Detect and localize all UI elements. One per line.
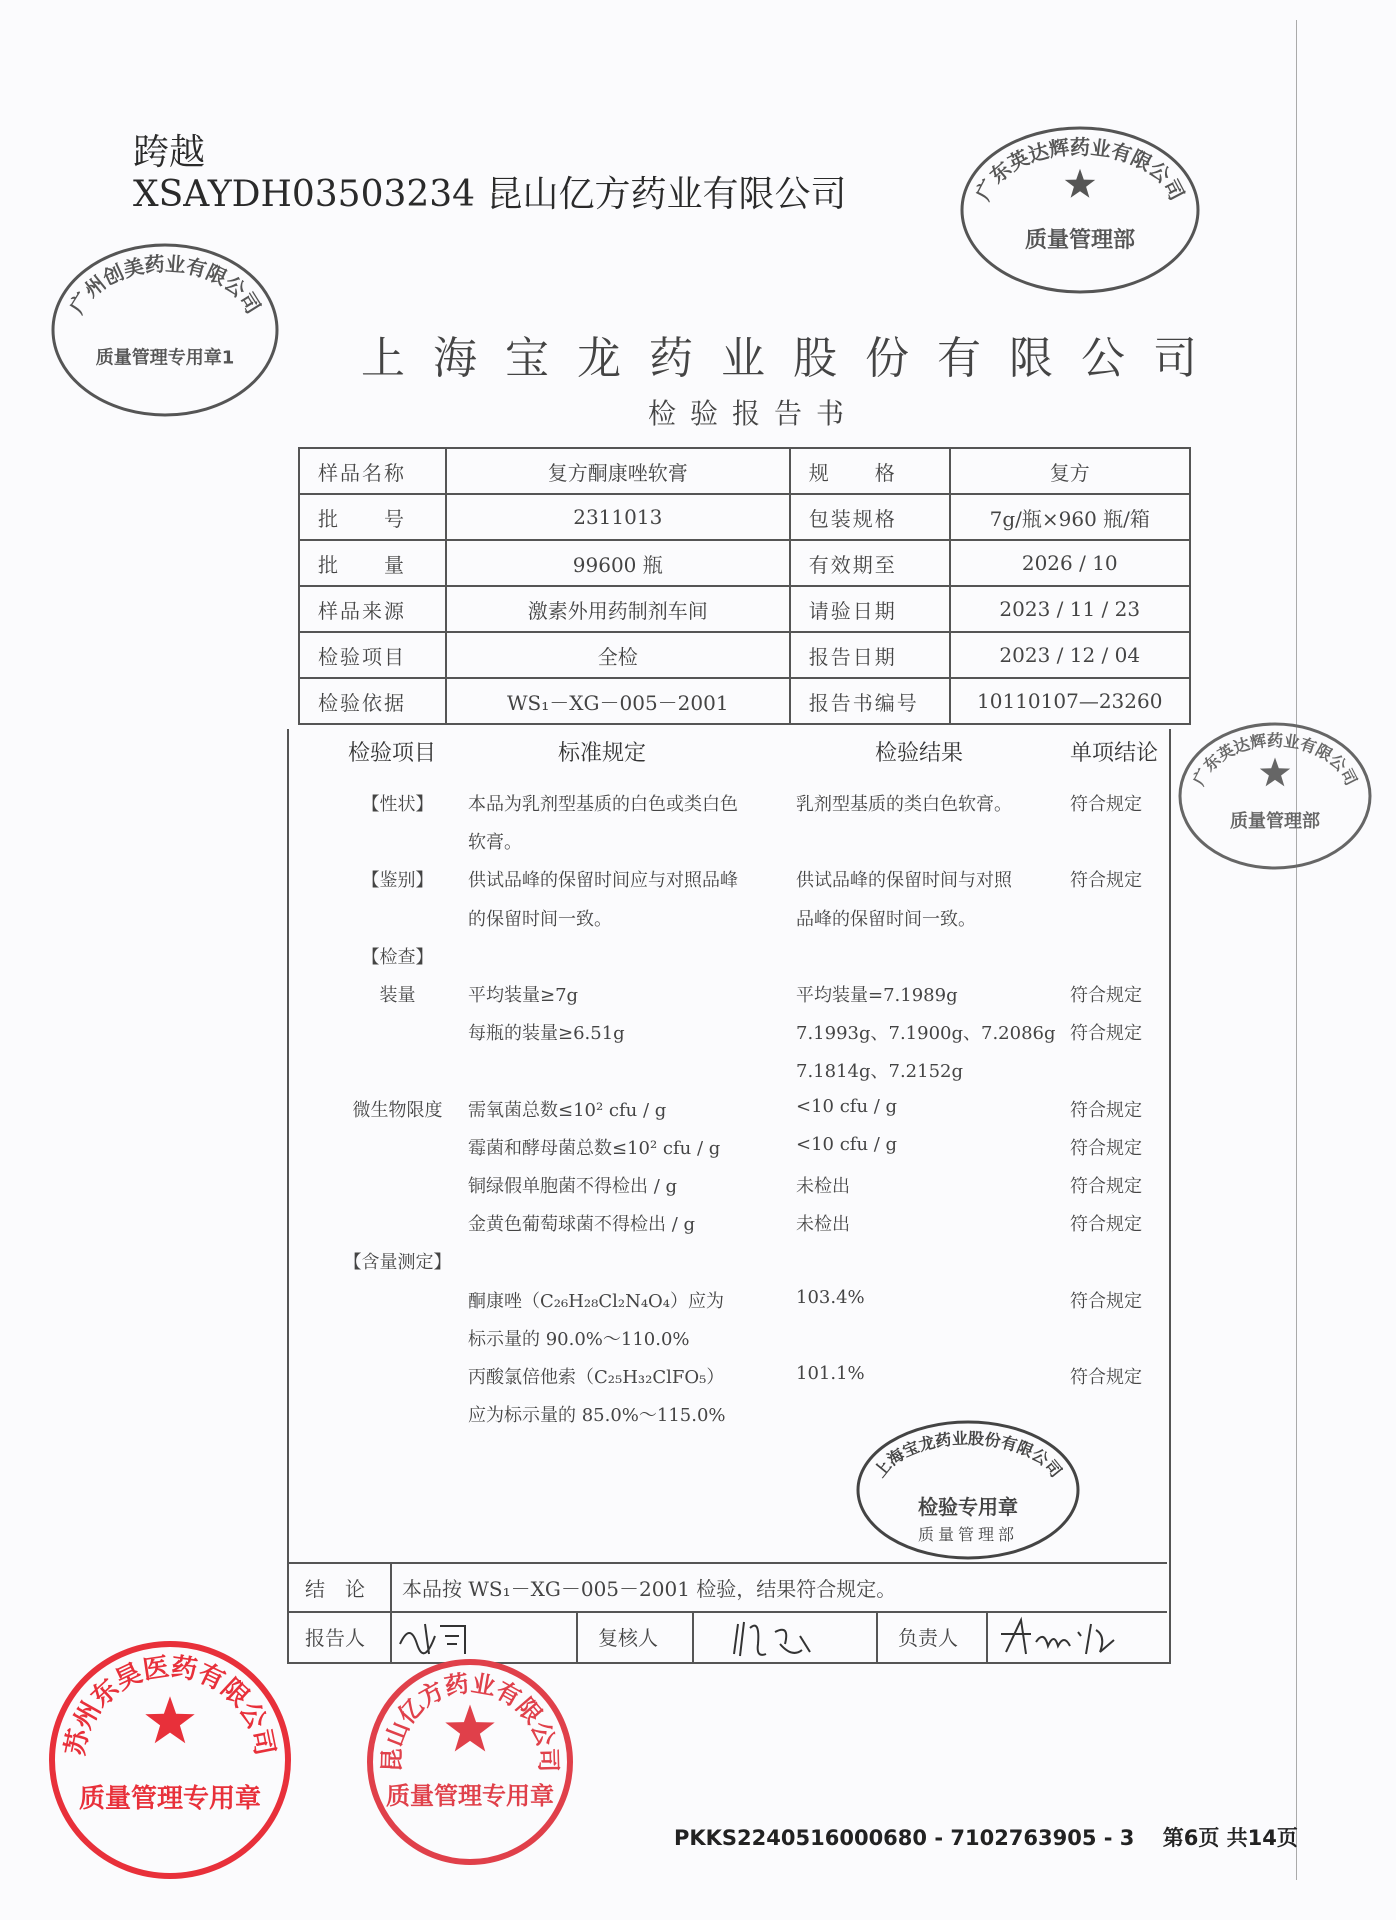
reviewer-label: 复核人 (598, 1626, 658, 1650)
row-result: 103.4% (796, 1286, 865, 1308)
company-name: 上海宝龙药业股份有限公司 (361, 333, 1225, 384)
info-value1: 99600 瓶 (446, 540, 790, 586)
info-value1: 全检 (446, 632, 790, 678)
info-label2: 包装规格 (790, 494, 950, 540)
info-label1: 批 量 (299, 540, 446, 586)
row-item: 【含量测定】 (343, 1252, 452, 1274)
svg-text:广东英达辉药业有限公司: 广东英达辉药业有限公司 (1189, 731, 1361, 789)
info-value2: 7g/瓶×960 瓶/箱 (950, 494, 1191, 540)
info-value2: 2023 / 11 / 23 (950, 586, 1191, 632)
row-item: 装量 (379, 985, 416, 1006)
divider (692, 1611, 694, 1662)
reviewer-signature (730, 1614, 830, 1664)
svg-text:质量管理专用章: 质量管理专用章 (386, 1782, 554, 1810)
suzhou-donghao-stamp (42, 1634, 298, 1886)
inspection-row (0, 1057, 1396, 1095)
svg-text:广州创美药业有限公司: 广州创美药业有限公司 (64, 251, 266, 318)
row-item: 【检查】 (361, 946, 434, 968)
shanghai-baolong-stamp (848, 1412, 1088, 1568)
manager-label: 负责人 (898, 1626, 958, 1650)
svg-text:质量管理部: 质量管理部 (1024, 227, 1136, 253)
row-standard: 酮康唑（C₂₆H₂₈Cl₂N₄O₄）应为 (468, 1290, 725, 1312)
row-standard: 平均装量≥7g (468, 985, 579, 1006)
header-line-2: XSAYDH03503234 昆山亿方药业有限公司 (133, 174, 847, 215)
row-standard: 铜绿假单胞菌不得检出 / g (468, 1176, 678, 1197)
conclusion-label: 结 论 (305, 1577, 365, 1601)
info-label2: 规 格 (790, 448, 950, 494)
row-standard: 供试品峰的保留时间应与对照品峰 (468, 870, 738, 892)
kunshan-yifang-stamp (360, 1652, 580, 1872)
header-conclusion: 单项结论 (1070, 741, 1159, 766)
header-result: 检验结果 (875, 741, 964, 766)
inspection-row (0, 1287, 1396, 1325)
info-label1: 检验项目 (299, 632, 446, 678)
info-row (299, 632, 1190, 678)
row-conclusion: 符合规定 (1070, 985, 1142, 1006)
info-value1: 复方酮康唑软膏 (446, 448, 790, 494)
inspection-row (0, 1210, 1396, 1248)
inspection-row (0, 1325, 1396, 1363)
info-value2: 10110107—23260 (950, 678, 1191, 724)
info-label2: 有效期至 (790, 540, 950, 586)
info-value2: 2026 / 10 (950, 540, 1191, 586)
row-standard: 每瓶的装量≥6.51g (468, 1023, 625, 1045)
row-result: <10 cfu / g (796, 1133, 898, 1155)
svg-text:上海宝龙药业股份有限公司: 上海宝龙药业股份有限公司 (870, 1428, 1066, 1481)
row-item: 微生物限度 (352, 1099, 443, 1121)
info-value1: WS₁－XG－005－2001 (446, 678, 790, 724)
row-result: 未检出 (796, 1176, 850, 1197)
row-standard: 软膏。 (468, 832, 522, 854)
reporter-label: 报告人 (305, 1626, 365, 1650)
row-standard: 的保留时间一致。 (468, 908, 612, 930)
row-conclusion: 符合规定 (1070, 1023, 1142, 1045)
info-row (299, 540, 1190, 586)
row-conclusion: 符合规定 (1070, 794, 1142, 815)
conclusion-text: 本品按 WS₁－XG－005－2001 检验，结果符合规定。 (402, 1577, 897, 1601)
row-result: <10 cfu / g (796, 1095, 898, 1117)
row-result: 未检出 (796, 1214, 850, 1236)
row-result: 供试品峰的保留时间与对照 (796, 870, 1012, 892)
divider (986, 1611, 988, 1662)
info-row (299, 448, 1190, 494)
info-label2: 请验日期 (790, 586, 950, 632)
info-row (299, 678, 1190, 724)
svg-text:质量管理部: 质量管理部 (917, 1525, 1019, 1544)
row-item: 【鉴别】 (361, 870, 434, 892)
info-value1: 2311013 (446, 494, 790, 540)
inspection-row (0, 943, 1396, 981)
row-conclusion: 符合规定 (1070, 1176, 1142, 1197)
row-conclusion: 符合规定 (1070, 1214, 1142, 1236)
info-label2: 报告日期 (790, 632, 950, 678)
info-label1: 样品来源 (299, 586, 446, 632)
svg-text:检验专用章: 检验专用章 (918, 1495, 1018, 1519)
row-result: 101.1% (796, 1363, 865, 1384)
info-label1: 检验依据 (299, 678, 446, 724)
info-row (299, 494, 1190, 540)
row-conclusion: 符合规定 (1070, 1367, 1142, 1388)
manager-signature (996, 1612, 1136, 1662)
divider (876, 1611, 878, 1662)
row-result: 7.1814g、7.2152g (796, 1061, 964, 1083)
header-item: 检验项目 (348, 741, 437, 766)
info-row (299, 586, 1190, 632)
row-standard: 应为标示量的 85.0%～115.0% (468, 1405, 726, 1427)
row-conclusion: 符合规定 (1070, 1099, 1142, 1121)
row-conclusion: 符合规定 (1070, 1137, 1142, 1159)
info-value2: 复方 (950, 448, 1191, 494)
inspection-row (0, 1134, 1396, 1172)
row-item: 【性状】 (361, 794, 434, 815)
info-value2: 2023 / 12 / 04 (950, 632, 1191, 678)
row-standard: 金黄色葡萄球菌不得检出 / g (468, 1214, 696, 1236)
inspection-row (0, 981, 1396, 1019)
row-result: 乳剂型基质的类白色软膏。 (796, 794, 1012, 815)
info-value1: 激素外用药制剂车间 (446, 586, 790, 632)
inspection-row (0, 1019, 1396, 1057)
row-standard: 丙酸氯倍他索（C₂₅H₃₂ClFO₅） (468, 1367, 725, 1388)
info-label1: 批 号 (299, 494, 446, 540)
header-line-1: 跨越 (133, 132, 206, 173)
guangdong-yingdahui-stamp (952, 118, 1208, 302)
inspection-row (0, 1401, 1396, 1439)
inspection-row (0, 1096, 1396, 1134)
divider (390, 1562, 392, 1662)
inspection-row (0, 1363, 1396, 1401)
row-result: 品峰的保留时间一致。 (796, 908, 976, 930)
svg-text:苏州东昊医药有限公司: 苏州东昊医药有限公司 (60, 1652, 280, 1758)
page-footer: PKKS2240516000680 - 7102763905 - 3 第6页 共14页 (674, 1826, 1298, 1850)
svg-text:昆山亿方药业有限公司: 昆山亿方药业有限公司 (377, 1669, 563, 1773)
info-table (298, 447, 1191, 725)
inspection-row (0, 1172, 1396, 1210)
svg-text:质量管理专用章1: 质量管理专用章1 (95, 347, 235, 369)
header-standard: 标准规定 (558, 741, 647, 766)
inspection-row (0, 905, 1396, 943)
svg-text:质量管理专用章: 质量管理专用章 (78, 1783, 262, 1814)
guangdong-yingdahui-stamp-2 (1170, 714, 1380, 878)
row-standard: 标示量的 90.0%～110.0% (468, 1328, 690, 1350)
row-standard: 本品为乳剂型基质的白色或类白色 (468, 794, 738, 815)
row-conclusion: 符合规定 (1070, 870, 1142, 892)
guangzhou-chuangmei-stamp (43, 235, 287, 425)
info-label1: 样品名称 (299, 448, 446, 494)
row-result: 平均装量=7.1989g (796, 985, 958, 1006)
document-title: 检验报告书 (647, 397, 858, 430)
row-standard: 霉菌和酵母菌总数≤10² cfu / g (468, 1137, 721, 1159)
row-conclusion: 符合规定 (1070, 1290, 1142, 1312)
info-label2: 报告书编号 (790, 678, 950, 724)
inspection-row (0, 1248, 1396, 1286)
row-standard: 需氧菌总数≤10² cfu / g (468, 1099, 667, 1121)
svg-text:质量管理部: 质量管理部 (1230, 810, 1320, 832)
svg-text:广东英达辉药业有限公司: 广东英达辉药业有限公司 (970, 135, 1190, 205)
row-result: 7.1993g、7.1900g、7.2086g (796, 1023, 1056, 1045)
